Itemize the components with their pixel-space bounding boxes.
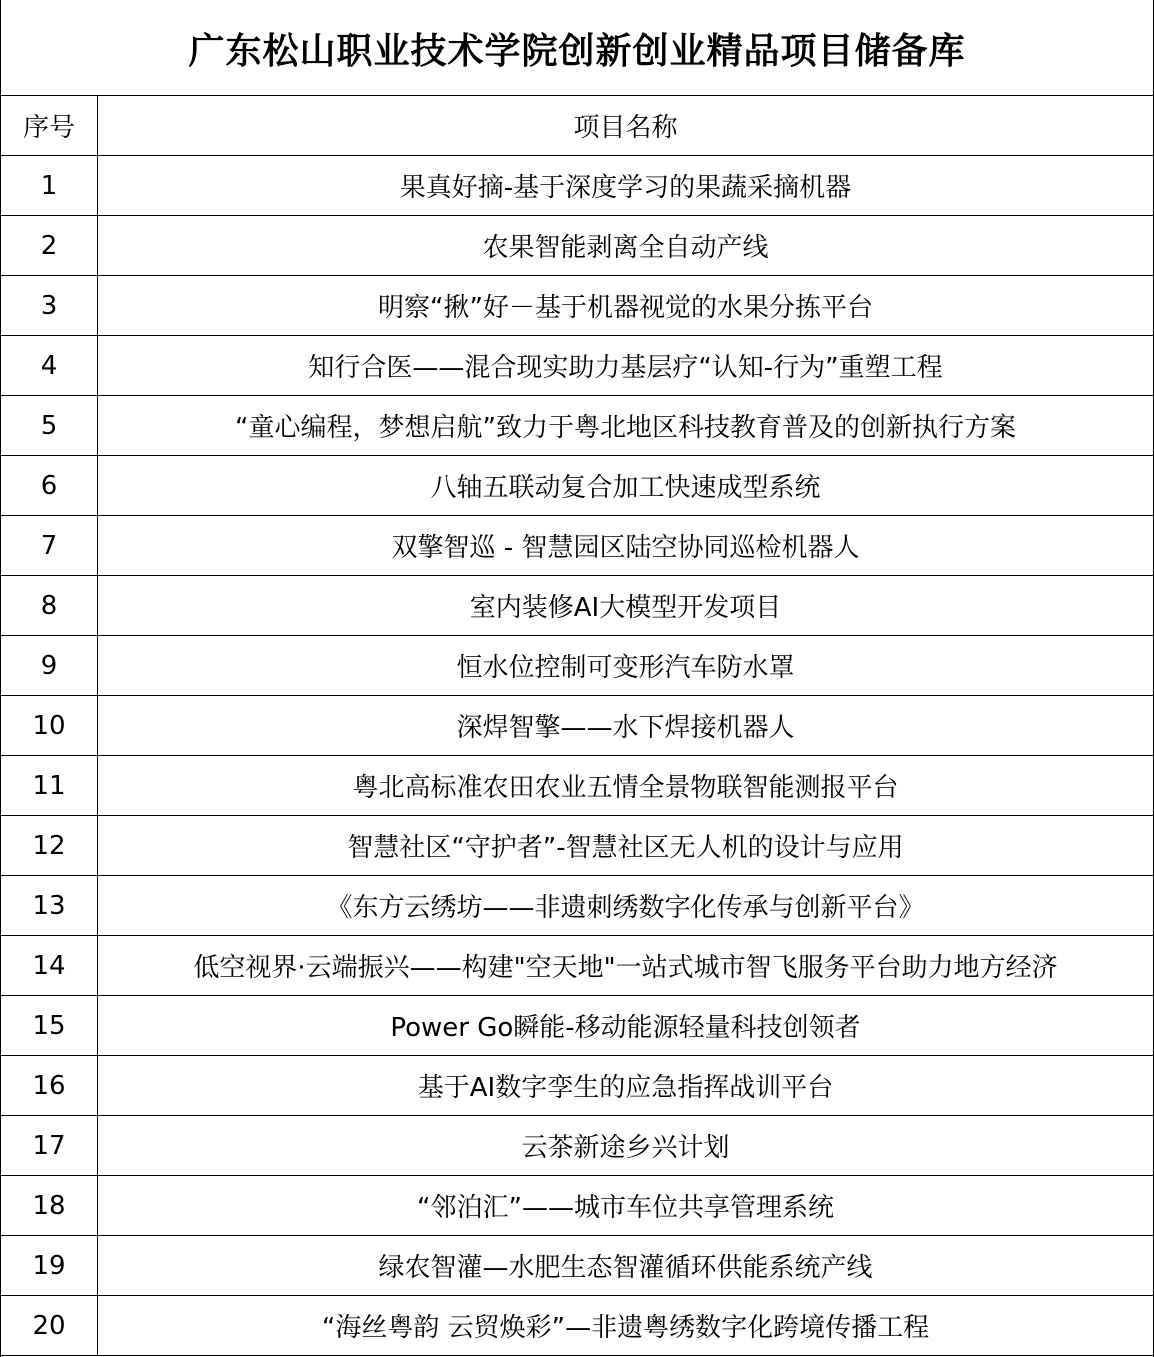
table-row bbox=[1, 216, 1153, 276]
row-number: 13 bbox=[1, 876, 98, 936]
table-row bbox=[1, 636, 1153, 696]
table-row bbox=[1, 336, 1153, 396]
row-number: 3 bbox=[1, 276, 98, 336]
project-name: 深焊智擎——水下焊接机器人 bbox=[98, 696, 1154, 756]
row-number: 6 bbox=[1, 456, 98, 516]
row-number: 8 bbox=[1, 576, 98, 636]
row-number: 20 bbox=[1, 1296, 98, 1356]
row-number: 12 bbox=[1, 816, 98, 876]
project-name: 果真好摘-基于深度学习的果蔬采摘机器 bbox=[98, 156, 1154, 216]
table-row bbox=[1, 1176, 1153, 1236]
column-header-name: 项目名称 bbox=[98, 96, 1154, 156]
project-name: 农果智能剥离全自动产线 bbox=[98, 216, 1154, 276]
table-row bbox=[1, 1236, 1153, 1296]
project-name: 基于AI数字孪生的应急指挥战训平台 bbox=[98, 1056, 1154, 1116]
page-title: 广东松山职业技术学院创新创业精品项目储备库 bbox=[188, 30, 966, 72]
row-number: 7 bbox=[1, 516, 98, 576]
project-name: 《东方云绣坊——非遗刺绣数字化传承与创新平台》 bbox=[98, 876, 1154, 936]
row-number: 14 bbox=[1, 936, 98, 996]
project-name: “邻泊汇”——城市车位共享管理系统 bbox=[98, 1176, 1154, 1236]
row-number: 15 bbox=[1, 996, 98, 1056]
table-row bbox=[1, 996, 1153, 1056]
table-row bbox=[1, 876, 1153, 936]
row-number: 19 bbox=[1, 1236, 98, 1296]
project-name: “海丝粤韵 云贸焕彩”—非遗粤绣数字化跨境传播工程 bbox=[98, 1296, 1154, 1356]
project-name: 知行合医——混合现实助力基层疗“认知-行为”重塑工程 bbox=[98, 336, 1154, 396]
project-table bbox=[1, 96, 1153, 1356]
table-row bbox=[1, 1296, 1153, 1356]
project-name: 粤北高标准农田农业五情全景物联智能测报平台 bbox=[98, 756, 1154, 816]
row-number: 18 bbox=[1, 1176, 98, 1236]
table-row bbox=[1, 576, 1153, 636]
table-row bbox=[1, 456, 1153, 516]
row-number: 1 bbox=[1, 156, 98, 216]
project-name: 明察“揪”好－基于机器视觉的水果分拣平台 bbox=[98, 276, 1154, 336]
title-row bbox=[1, 0, 1153, 96]
project-name: 双擎智巡 - 智慧园区陆空协同巡检机器人 bbox=[98, 516, 1154, 576]
table-row bbox=[1, 396, 1153, 456]
project-name: 恒水位控制可变形汽车防水罩 bbox=[98, 636, 1154, 696]
project-name: 云茶新途乡兴计划 bbox=[98, 1116, 1154, 1176]
table-row bbox=[1, 156, 1153, 216]
table-row bbox=[1, 696, 1153, 756]
project-name: 智慧社区“守护者”-智慧社区无人机的设计与应用 bbox=[98, 816, 1154, 876]
row-number: 2 bbox=[1, 216, 98, 276]
project-name: 低空视界·云端振兴——构建"空天地"一站式城市智飞服务平台助力地方经济 bbox=[98, 936, 1154, 996]
row-number: 16 bbox=[1, 1056, 98, 1116]
table-row bbox=[1, 276, 1153, 336]
table-row bbox=[1, 756, 1153, 816]
row-number: 10 bbox=[1, 696, 98, 756]
row-number: 9 bbox=[1, 636, 98, 696]
project-name: Power Go瞬能-移动能源轻量科技创领者 bbox=[98, 996, 1154, 1056]
project-name: “童心编程，梦想启航”致力于粤北地区科技教育普及的创新执行方案 bbox=[98, 396, 1154, 456]
project-name: 绿农智灌—水肥生态智灌循环供能系统产线 bbox=[98, 1236, 1154, 1296]
project-name: 室内装修AI大模型开发项目 bbox=[98, 576, 1154, 636]
table-header-row bbox=[1, 96, 1153, 156]
table-row bbox=[1, 936, 1153, 996]
table-row bbox=[1, 516, 1153, 576]
row-number: 4 bbox=[1, 336, 98, 396]
row-number: 17 bbox=[1, 1116, 98, 1176]
column-header-no: 序号 bbox=[1, 96, 98, 156]
project-name: 八轴五联动复合加工快速成型系统 bbox=[98, 456, 1154, 516]
row-number: 11 bbox=[1, 756, 98, 816]
row-number: 5 bbox=[1, 396, 98, 456]
table-row bbox=[1, 816, 1153, 876]
table-row bbox=[1, 1056, 1153, 1116]
table-row bbox=[1, 1116, 1153, 1176]
